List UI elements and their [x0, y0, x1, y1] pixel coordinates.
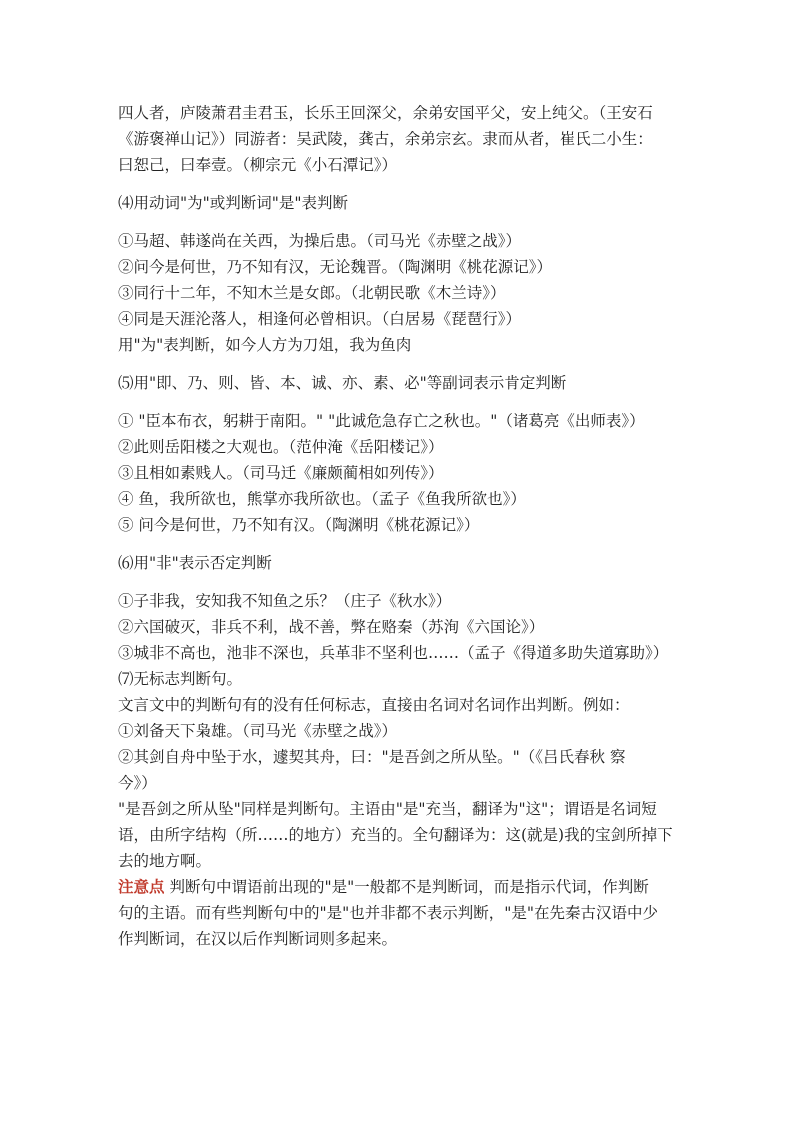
section5-list	[118, 408, 686, 538]
section4-list	[118, 228, 686, 358]
list-item: ④同是天涯沦落人，相逢何必曾相识。（白居易《琵琶行》）	[118, 310, 522, 328]
document-page	[118, 100, 686, 952]
note-label: 注意点	[118, 877, 165, 896]
section5-heading: ⑸用"即、乃、则、皆、本、诚、亦、素、必"等副词表示肯定判断	[118, 374, 567, 392]
text-line: 文言文中的判断句有的没有任何标志，直接由名词对名词作出判断。例如：	[118, 696, 630, 714]
list-item: ②问今是何世，乃不知有汉，无论魏晋。（陶渊明《桃花源记》）	[118, 258, 553, 276]
list-item: ③城非不高也，池非不深也，兵革非不坚利也……（孟子《得道多助失道寡助》）	[118, 644, 669, 662]
list-item: ① "臣本布衣，躬耕于南阳。" "此诚危急存亡之秋也。"（诸葛亮《出师表》）	[118, 412, 645, 430]
text-line: 今》）	[118, 774, 157, 792]
section7-block	[118, 666, 686, 874]
section6-heading: ⑹用"非"表示否定判断	[118, 554, 272, 572]
list-item: ④ 鱼，我所欲也，熊掌亦我所欲也。（孟子《鱼我所欲也》）	[118, 490, 526, 508]
intro-paragraph	[118, 100, 686, 178]
note-text: 作判断词，在汉以后作判断词则多起来。	[118, 930, 398, 948]
list-item: ②六国破灭，非兵不利，战不善，弊在赂秦（苏洵《六国论》）	[118, 618, 545, 636]
list-item: ①马超、韩遂尚在关西，为操后患。（司马光《赤壁之战》）	[118, 232, 522, 250]
list-item: ⑤ 问今是何世，乃不知有汉。（陶渊明《桃花源记》）	[118, 516, 480, 534]
list-item: 用"为"表判断，如今人方为刀俎，我为鱼肉	[118, 336, 412, 354]
text-line: "是吾剑之所从坠"同样是判断句。主语由"是"充当，翻译为"这"；谓语是名词短	[118, 800, 657, 818]
note-text: 句的主语。而有些判断句中的"是"也并非都不表示判断，"是"在先秦古汉语中少	[118, 904, 659, 922]
list-item: ②此则岳阳楼之大观也。（范仲淹《岳阳楼记》）	[118, 438, 444, 456]
list-item: ①子非我，安知我不知鱼之乐？（庄子《秋水》）	[118, 592, 452, 610]
text-line: 去的地方啊。	[118, 852, 212, 870]
text-line: 《游褒禅山记》）同游者：吴武陵，龚古，余弟宗玄。隶而从者，崔氏二小生：	[118, 130, 653, 148]
note-text: 判断句中谓语前出现的"是"一般都不是判断词，而是指示代词，作判断	[164, 878, 649, 896]
list-item: ③同行十二年，不知木兰是女郎。（北朝民歌《木兰诗》）	[118, 284, 506, 302]
text-line: 语，由所字结构（所……的地方）充当的。全句翻译为：这(就是)我的宝剑所掉下	[118, 826, 673, 844]
section7-heading: ⑺无标志判断句。	[118, 670, 243, 688]
text-line: 四人者，庐陵萧君圭君玉，长乐王回深父，余弟安国平父，安上纯父。（王安石	[118, 104, 653, 122]
section6-list	[118, 588, 686, 666]
list-item: ②其剑自舟中坠于水，遽契其舟，曰："是吾剑之所从坠。"（《吕氏春秋 察	[118, 748, 626, 766]
list-item: ①刘备天下枭雄。（司马光《赤壁之战》）	[118, 722, 398, 740]
section4-heading: ⑷用动词"为"或判断词"是"表判断	[118, 194, 349, 212]
list-item: ③且相如素贱人。（司马迁《廉颇蔺相如列传》）	[118, 464, 444, 482]
note-paragraph	[118, 874, 686, 952]
text-line: 曰恕己，曰奉壹。（柳宗元《小石潭记》）	[118, 156, 398, 174]
